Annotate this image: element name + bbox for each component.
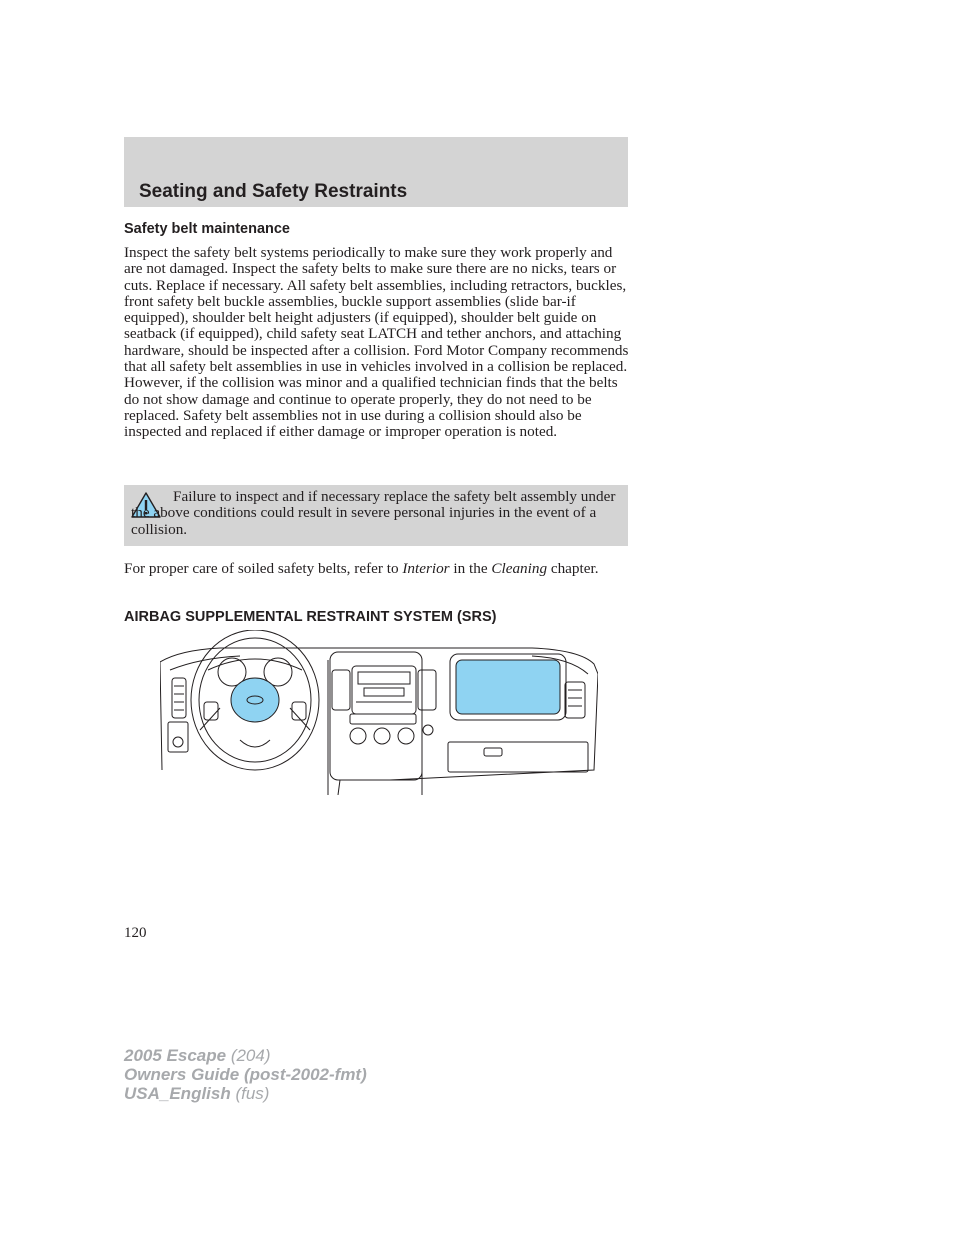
passenger-airbag-highlight [456, 660, 560, 714]
dashboard-airbag-illustration [160, 630, 598, 795]
reference-interior: Interior [402, 560, 450, 577]
airbag-cover-highlight [231, 678, 279, 722]
footer-line-3: USA_English (fus) [124, 1084, 270, 1103]
page-number: 120 [124, 925, 147, 941]
care-note-text: For proper care of soiled safety belts, refer to [124, 560, 403, 577]
footer-line-1: 2005 Escape (204) [124, 1046, 271, 1065]
warning-text: Failure to inspect and if necessary replace the safety belt assembly under the above conditions could result in severe personal injuries in the event of a collision. [131, 488, 616, 538]
document-footer [124, 1046, 367, 1103]
care-note-text: in the [449, 560, 492, 577]
maintenance-paragraph: Inspect the safety belt systems periodically to make sure they work properly and are not damaged. Inspect the safety belts to make sure there are no nicks, tears or cuts. Replace if necessary. All safety belt assemblies, including retractors, buckles, front safety belt buckle assemblies, buckle support assemblies (slide bar-if equipped), shoulder belt height adjusters (if equipped), shoulder belt guide on seatback (if equipped), child safety seat LATCH and tether anchors, and attaching hardware, should be inspected after a collision. Ford Motor Company recommends that all safety belt assemblies in use in vehicles involved in a collision be replaced. However, if the collision was minor and a qualified technician finds that the belts do not show damage and continue to operate properly, they do not need to be replaced. Safety belt assemblies not in use during a collision should also be inspected and replaced if either damage or improper operation is noted. [124, 244, 629, 441]
warning-box [124, 485, 628, 546]
section-heading-airbag-srs: AIRBAG SUPPLEMENTAL RESTRAINT SYSTEM (SRS) [124, 609, 497, 625]
reference-cleaning: Cleaning [491, 560, 548, 577]
section-heading-belt-maintenance: Safety belt maintenance [124, 221, 290, 237]
chapter-title: Seating and Safety Restraints [139, 181, 408, 202]
chapter-header-band [124, 137, 628, 207]
care-note-paragraph [124, 561, 630, 577]
footer-line-2: Owners Guide (post-2002-fmt) [124, 1065, 367, 1084]
care-note-text: chapter. [547, 560, 599, 577]
